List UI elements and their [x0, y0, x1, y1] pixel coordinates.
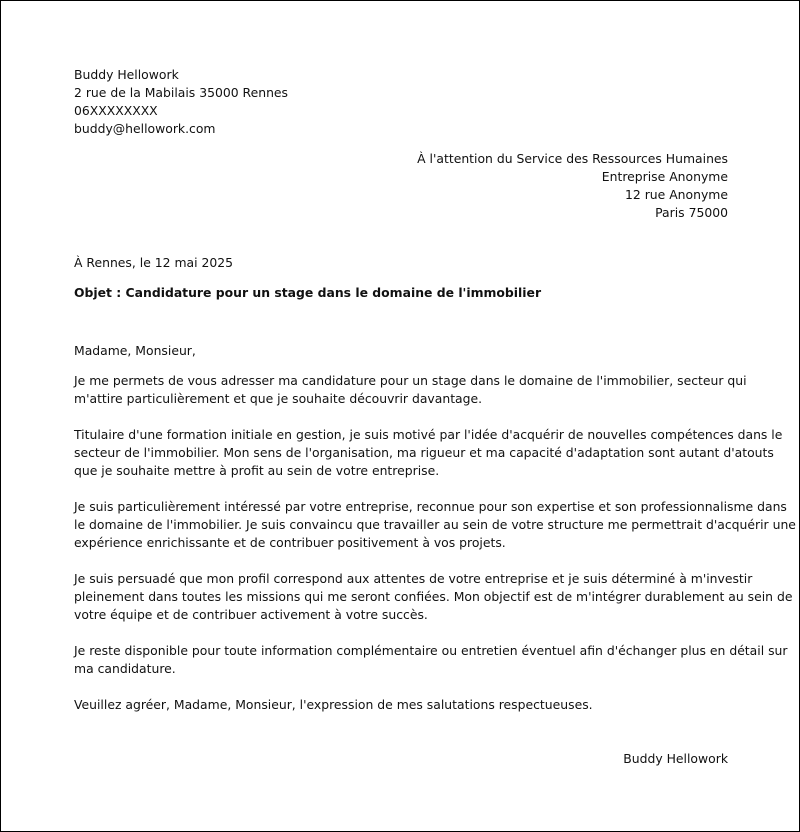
subject-text: Objet : Candidature pour un stage dans le domaine de l'immobilier: [74, 285, 542, 300]
paragraph-line: ma candidature.: [74, 661, 176, 676]
paragraph-2: [74, 426, 783, 480]
paragraph-line: pleinement dans toutes les missions qui me seront confiées. Mon objectif est de m'intégrer durablement au sein de: [74, 589, 793, 604]
paragraph-line: Je reste disponible pour toute information complémentaire ou entretien éventuel afin d'échanger plus en détail sur: [74, 643, 788, 658]
sender-block: [74, 66, 288, 138]
sender-name: Buddy Hellowork: [74, 67, 179, 82]
paragraph-line: Je suis persuadé que mon profil correspond aux attentes de votre entreprise et je suis déterminé à m'investir: [74, 571, 753, 586]
salutation: [74, 342, 196, 360]
date-line: [74, 254, 233, 272]
signature-name: Buddy Hellowork: [623, 751, 728, 766]
sender-email: buddy@hellowork.com: [74, 121, 216, 136]
paragraph-line: Je suis particulièrement intéressé par votre entreprise, reconnue pour son expertise et son professionnalisme dans: [74, 499, 787, 514]
sender-phone: 06XXXXXXXX: [74, 103, 158, 118]
recipient-city: Paris 75000: [655, 205, 728, 220]
paragraph-line: secteur de l'immobilier. Mon sens de l'organisation, ma rigueur et ma capacité d'adaptation sont autant d'atouts: [74, 445, 774, 460]
paragraph-5: [74, 642, 788, 678]
recipient-company: Entreprise Anonyme: [601, 169, 728, 184]
salutation-text: Madame, Monsieur,: [74, 343, 196, 358]
paragraph-1: [74, 372, 747, 408]
paragraph-line: votre équipe et de contribuer activement à votre succès.: [74, 607, 428, 622]
paragraph-3: [74, 498, 796, 552]
paragraph-4: [74, 570, 793, 624]
paragraph-line: Je me permets de vous adresser ma candidature pour un stage dans le domaine de l'immobilier, secteur qui: [74, 373, 747, 388]
paragraph-line: expérience enrichissante et de contribuer positivement à vos projets.: [74, 535, 506, 550]
subject-line: [74, 284, 541, 302]
date-text: À Rennes, le 12 mai 2025: [74, 255, 234, 270]
paragraph-line: que je souhaite mettre à profit au sein de votre entreprise.: [74, 463, 440, 478]
paragraph-line: Titulaire d'une formation initiale en gestion, je suis motivé par l'idée d'acquérir de nouvelles compétences dans le: [74, 427, 783, 442]
recipient-attention: À l'attention du Service des Ressources Humaines: [417, 151, 728, 166]
paragraph-line: m'attire particulièrement et que je souhaite découvrir davantage.: [74, 391, 483, 406]
closing-text: Veuillez agréer, Madame, Monsieur, l'expression de mes salutations respectueuses.: [74, 697, 593, 712]
recipient-block: [401, 150, 728, 222]
sender-address: 2 rue de la Mabilais 35000 Rennes: [74, 85, 289, 100]
closing-formula: [74, 696, 593, 714]
signature-block: [401, 750, 728, 768]
paragraph-line: le domaine de l'immobilier. Je suis convaincu que travailler au sein de votre structure me permettrait d'acquérir une: [74, 517, 796, 532]
recipient-street: 12 rue Anonyme: [624, 187, 728, 202]
